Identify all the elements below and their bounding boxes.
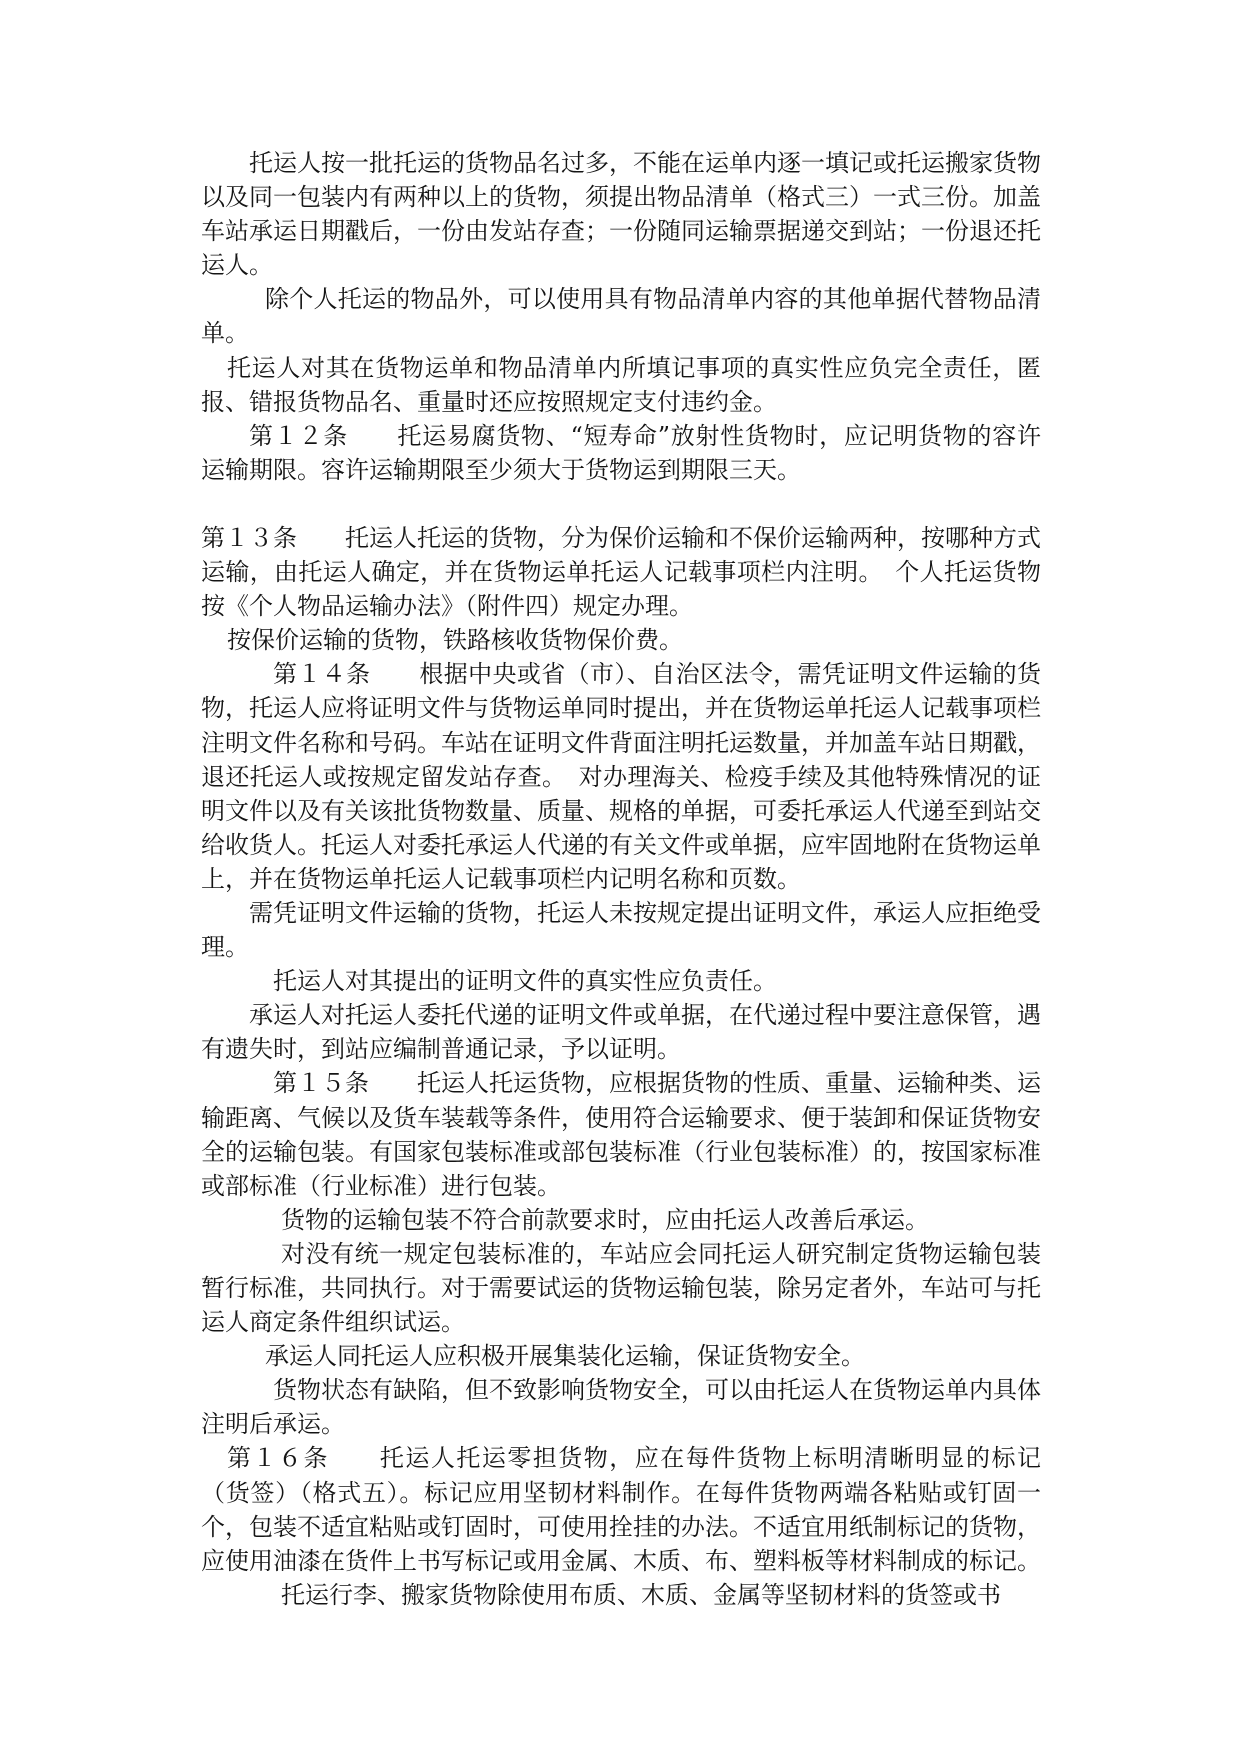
document-body (201, 146, 1041, 1612)
paragraph-shipper-responsibility: 托运人对其在货物运单和物品清单内所填记事项的真实性应负完全责任，匿报、错报货物品名、重量时还应按照规定支付违约金。 (201, 353, 1041, 416)
article-12: 第１２条 托运易腐货物、“短寿命”放射性货物时，应记明货物的容许运输期限。容许运输期限至少须大于货物运到期限三天。 (201, 421, 1041, 484)
paragraph-packaging-improve: 货物的运输包装不符合前款要求时，应由托运人改善后承运。 (281, 1205, 929, 1234)
article-15: 第１５条 托运人托运货物，应根据货物的性质、重量、运输种类、运输距离、气候以及货车装载等条件，使用符合运输要求、便于装卸和保证货物安全的运输包装。有国家包装标准或部包装标准（行业包装标准）的，按国家标准或部标准（行业标准）进行包装。 (201, 1069, 1041, 1200)
article-14: 第１４条 根据中央或省（市）、自治区法令，需凭证明文件运输的货物，托运人应将证明文件与货物运单同时提出，并在货物运单托运人记载事项栏注明文件名称和号码。车站在证明文件背面注明托运数量，并加盖车站日期戳，退还托运人或按规定留发站存查。 对办理海关、检疫手续及其他特殊情况的证明文件以及有关该批货物数量、质量、规格的单据，可委托承运人代递至到站交给收货人。托运人对委托承运人代递的有关文件或单据，应牢固地附在货物运单上，并在货物运单托运人记载事项栏内记明名称和页数。 (201, 660, 1041, 893)
paragraph-document-authenticity: 托运人对其提出的证明文件的真实性应负责任。 (273, 967, 777, 996)
paragraph-gap (201, 487, 1041, 521)
paragraph-defective-state: 货物状态有缺陷，但不致影响货物安全，可以由托运人在货物运单内具体注明后承运。 (201, 1376, 1041, 1439)
paragraph-luggage-labels: 托运行李、搬家货物除使用布质、木质、金属等坚韧材料的货签或书 (281, 1580, 1001, 1609)
paragraph-insured-fee: 按保价运输的货物，铁路核收货物保价费。 (227, 626, 683, 655)
article-13: 第１３条 托运人托运的货物，分为保价运输和不保价运输两种，按哪种方式运输，由托运人确定，并在货物运单托运人记载事项栏内注明。 个人托运货物按《个人物品运输办法》（附件四）规定办理。 (201, 523, 1041, 621)
paragraph-temporary-standard: 对没有统一规定包装标准的，车站应会同托运人研究制定货物运输包装暂行标准，共同执行。对于需要试运的货物运输包装，除另定者外，车站可与托运人商定条件组织试运。 (201, 1239, 1041, 1337)
paragraph-refuse-acceptance: 需凭证明文件运输的货物，托运人未按规定提出证明文件，承运人应拒绝受理。 (201, 898, 1041, 962)
paragraph-containerized: 承运人同托运人应积极开展集装化运输，保证货物安全。 (265, 1342, 865, 1371)
paragraph-carrier-custody: 承运人对托运人委托代递的证明文件或单据，在代递过程中要注意保管，遇有遗失时，到站应编制普通记录，予以证明。 (201, 1001, 1041, 1064)
paragraph-substitute-documents: 除个人托运的物品外，可以使用具有物品清单内容的其他单据代替物品清单。 (201, 285, 1041, 348)
article-16: 第１６条 托运人托运零担货物，应在每件货物上标明清晰明显的标记（货签）（格式五）。标记应用坚韧材料制作。在每件货物两端各粘贴或钉固一个，包装不适宜粘贴或钉固时，可使用拴挂的办法。不适宜用纸制标记的货物，应使用油漆在货件上书写标记或用金属、木质、布、塑料板等材料制成的标记。 (201, 1444, 1041, 1575)
paragraph-item-list: 托运人按一批托运的货物品名过多，不能在运单内逐一填记或托运搬家货物以及同一包装内有两种以上的货物，须提出物品清单（格式三）一式三份。加盖车站承运日期戳后，一份由发站存查；一份随同运输票据递交到站；一份退还托运人。 (201, 149, 1041, 280)
